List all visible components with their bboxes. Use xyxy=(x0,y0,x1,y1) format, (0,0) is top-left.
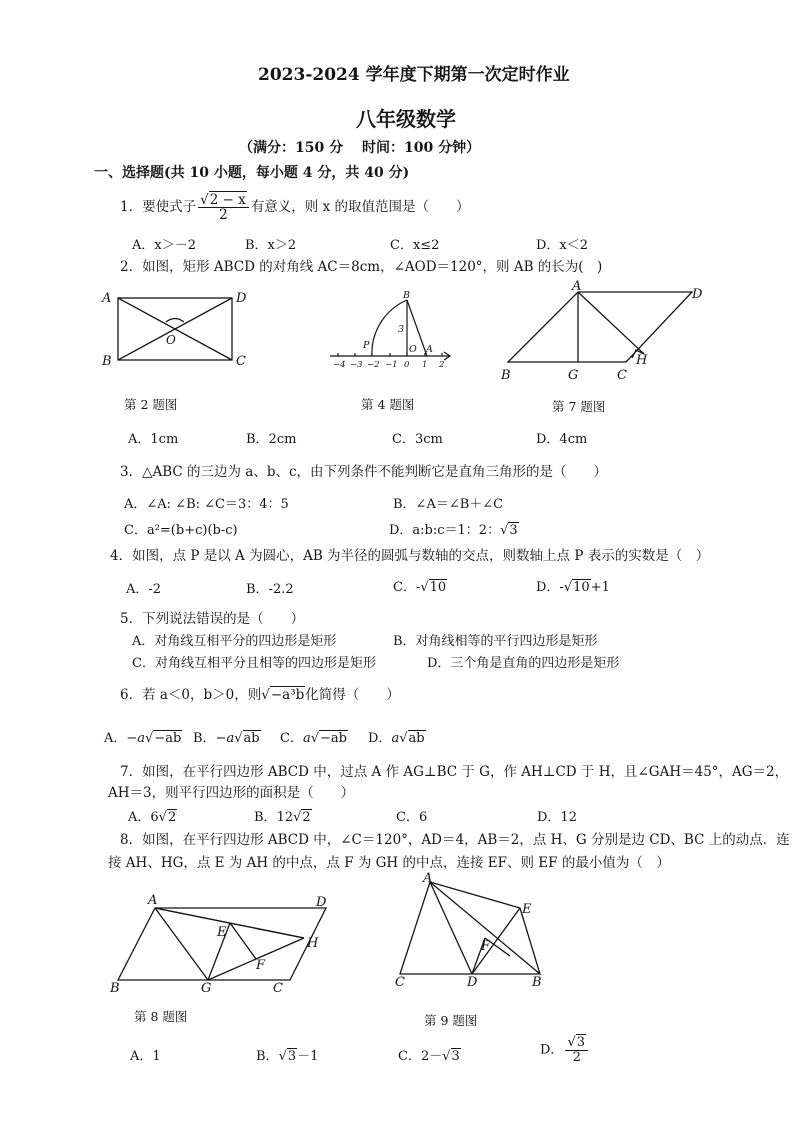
figure-2-rectangle xyxy=(118,298,232,360)
figure-7-parallelogram xyxy=(508,292,692,362)
q4-option-c-radicand: 10 xyxy=(429,580,447,595)
fig9-label-f: F xyxy=(481,939,491,954)
q6-suffix: 化简得（ ） xyxy=(305,687,400,703)
q3-option-c: C．a²=(b+c)(b-c) xyxy=(124,523,238,538)
fig4-label-p: P xyxy=(363,340,370,351)
q8-option-d xyxy=(540,1036,590,1064)
fig2-caption: 第 2 题图 xyxy=(124,397,178,412)
fig9-label-b: B xyxy=(532,975,542,990)
fig7-label-c: C xyxy=(617,368,627,383)
question-6-stem: 6．若 a＜0，b＞0，则√−a³b化简得（ ） xyxy=(120,687,400,703)
question-7-line-1: 7．如图，在平行四边形 ABCD 中，过点 A 作 AG⊥BC 于 G，作 AH⊥CD 于 H，且∠GAH＝45°，AG＝2， xyxy=(120,764,789,780)
q6-radicand: −a³b xyxy=(270,687,305,703)
subject-title: 八年级数学 xyxy=(356,107,456,131)
fig4-label-o: O xyxy=(409,344,417,355)
q7-option-d: D．12 xyxy=(537,810,577,825)
q6-option-c: C．a√−ab xyxy=(280,731,347,746)
q5-option-d: D．三个角是直角的四边形是矩形 xyxy=(427,656,620,671)
q5-option-a: A．对角线互相平分的四边形是矩形 xyxy=(132,634,337,649)
q8-option-b: B．√3－1 xyxy=(256,1049,319,1064)
q3-option-d: D．a:b:c＝1：2：√3 xyxy=(389,523,518,538)
q8-option-b-label: B． xyxy=(256,1049,279,1064)
fig4-caption: 第 4 题图 xyxy=(361,397,415,412)
q3-option-b: B．∠A＝∠B＋∠C xyxy=(393,497,504,512)
q4-option-d-suffix: +1 xyxy=(590,580,610,595)
fig8-label-h: H xyxy=(307,936,319,951)
fig8-label-c: C xyxy=(273,981,283,996)
q6-option-d-coef: a xyxy=(391,731,400,746)
fig2-label-c: C xyxy=(236,354,246,369)
q4-option-d: D．-√10+1 xyxy=(536,580,610,595)
fig7-label-a: A xyxy=(572,279,582,294)
q4-option-d-text: D．- xyxy=(536,580,564,595)
fig2-label-b: B xyxy=(102,354,112,369)
q8-option-d-denominator: 2 xyxy=(572,1049,581,1065)
q5-option-b: B．对角线相等的平行四边形是矩形 xyxy=(393,634,598,649)
exam-meta: （满分：150 分 时间：100 分钟） xyxy=(239,140,481,156)
fig4-label-b: B xyxy=(403,290,410,301)
q8-option-b-suffix: －1 xyxy=(297,1049,319,1064)
q7-option-b-coef: 12 xyxy=(276,810,294,825)
fig9-label-a: A xyxy=(423,871,433,886)
q7-option-b: B．12√2 xyxy=(254,810,311,825)
q7-option-c: C．6 xyxy=(396,810,428,825)
q6-option-d-label: D． xyxy=(368,731,392,746)
q6-option-a: A．−a√−ab xyxy=(104,731,182,746)
fig7-label-b: B xyxy=(501,368,511,383)
q1-option-d: D．x＜2 xyxy=(536,238,589,253)
fig4-tick-neg3: −3 xyxy=(350,360,363,370)
fig8-label-g: G xyxy=(201,981,212,996)
question-2-stem: 2．如图，矩形 ABCD 的对角线 AC＝8cm，∠AOD＝120°，则 AB 的长为( ) xyxy=(120,259,603,275)
q6-option-c-coef: a xyxy=(302,731,311,746)
q6-option-a-radicand: −ab xyxy=(154,731,182,746)
q1-option-a: A．x＞－2 xyxy=(132,238,196,253)
fig4-tick-1: 1 xyxy=(422,360,428,370)
q6-option-c-label: C． xyxy=(280,731,303,746)
q1-suffix: 有意义，则 x 的取值范围是（ ） xyxy=(250,199,470,216)
q6-option-a-coef: −a xyxy=(126,731,146,746)
q2-option-d: D．4cm xyxy=(536,432,588,447)
fig9-label-d: D xyxy=(467,975,478,990)
fig2-label-a: A xyxy=(102,291,112,306)
fig4-label-a: A xyxy=(426,344,433,355)
q1-option-b: B．x＞2 xyxy=(245,238,297,253)
fig9-label-e: E xyxy=(522,902,532,917)
q4-option-c-text: C．- xyxy=(393,580,421,595)
fig8-label-b: B xyxy=(110,981,120,996)
fig4-label-3: 3 xyxy=(398,324,405,335)
q8-option-a: A．1 xyxy=(130,1049,161,1064)
fig7-label-h: H xyxy=(636,353,648,368)
question-3-stem: 3．△ABC 的三边为 a、b、c，由下列条件不能判断它是直角三角形的是（ ） xyxy=(120,464,608,480)
q6-option-b-label: B． xyxy=(193,731,216,746)
q1-numerator: 2 − x xyxy=(209,192,246,208)
q1-prefix: 1．要使式子 xyxy=(120,199,197,216)
q4-option-d-radicand: 10 xyxy=(573,580,590,595)
fig8-caption: 第 8 题图 xyxy=(134,1009,188,1024)
fig9-caption: 第 9 题图 xyxy=(424,1013,478,1028)
fig4-tick-neg2: −2 xyxy=(367,360,380,370)
figure-9-quadrilateral xyxy=(400,882,540,974)
fig2-label-o: O xyxy=(166,333,176,347)
question-8-line-2: 接 AH、HG，点 E 为 AH 的中点，点 F 为 GH 的中点，连接 EF、则 EF 的最小值为（ ） xyxy=(108,855,670,871)
fig8-label-e: E xyxy=(217,925,227,940)
q7-option-b-label: B． xyxy=(254,810,277,825)
q8-option-d-label: D． xyxy=(540,1042,564,1058)
q3-option-d-radicand: 3 xyxy=(509,523,518,538)
exam-title: 2023-2024 学年度下期第一次定时作业 xyxy=(258,65,570,85)
q4-option-c: C．-√10 xyxy=(393,580,447,595)
q6-option-b-radicand: ab xyxy=(243,731,260,746)
q7-option-a-label: A． xyxy=(128,810,151,825)
figures-row-1 xyxy=(96,279,703,387)
figure-8-parallelogram xyxy=(118,908,326,980)
q6-prefix: 6．若 a＜0，b＞0，则 xyxy=(120,687,262,703)
q8-option-d-fraction: $\frac{√3}{2}$ xyxy=(565,1036,588,1064)
fig7-label-d: D xyxy=(692,287,703,302)
q8-option-c-radicand: 3 xyxy=(451,1049,460,1064)
fig8-label-f: F xyxy=(256,958,266,973)
q7-option-a: A．6√2 xyxy=(128,810,177,825)
fig8-label-d: D xyxy=(316,895,327,910)
q2-option-c: C．3cm xyxy=(392,432,443,447)
q1-fraction: $\frac{√2 - x}{2}$ xyxy=(198,193,249,222)
q6-option-c-radicand: −ab xyxy=(320,731,347,746)
fig4-tick-2: 2 xyxy=(439,360,445,370)
fig4-tick-0: 0 xyxy=(404,360,410,370)
fig4-tick-neg1: −1 xyxy=(385,360,398,370)
q3-option-d-text: D．a:b:c＝1：2： xyxy=(389,523,501,538)
section-heading: 一、选择题(共 10 小题，每小题 4 分，共 40 分) xyxy=(94,165,410,181)
question-7-line-2: AH＝3，则平行四边形的面积是（ ） xyxy=(108,785,355,801)
q4-option-b: B．-2.2 xyxy=(246,582,294,597)
q6-option-b-coef: −a xyxy=(215,731,235,746)
q6-option-d: D．a√ab xyxy=(368,731,425,746)
fig2-label-d: D xyxy=(236,291,247,306)
fig7-caption: 第 7 题图 xyxy=(552,399,606,414)
question-5-stem: 5．下列说法错误的是（ ） xyxy=(120,611,305,627)
q3-option-a: A．∠A: ∠B: ∠C＝3：4：5 xyxy=(124,497,289,512)
q1-option-c: C．x≤2 xyxy=(390,238,440,253)
q5-option-c: C．对角线互相平分且相等的四边形是矩形 xyxy=(132,656,376,671)
q7-option-a-radicand: 2 xyxy=(167,810,177,825)
q8-option-d-numerator: 3 xyxy=(576,1035,586,1050)
fig4-tick-neg4: −4 xyxy=(333,360,346,370)
q1-denominator: 2 xyxy=(219,207,228,224)
question-1-stem xyxy=(120,193,470,222)
q7-option-b-radicand: 2 xyxy=(302,810,311,825)
figures-row-2 xyxy=(100,868,560,1008)
fig7-label-g: G xyxy=(568,368,579,383)
q4-option-a: A．-2 xyxy=(126,582,162,597)
q2-option-b: B．2cm xyxy=(246,432,297,447)
fig8-label-a: A xyxy=(148,893,158,908)
q6-option-b: B．−a√ab xyxy=(193,731,260,746)
q2-option-a: A．1cm xyxy=(128,432,179,447)
q8-option-c-label: C．2－ xyxy=(398,1049,443,1064)
fig9-label-c: C xyxy=(395,975,405,990)
q8-option-c: C．2－√3 xyxy=(398,1049,460,1064)
question-8-line-1: 8．如图，在平行四边形 ABCD 中，∠C＝120°，AD＝4，AB＝2，点 H、G 分别是边 CD、BC 上的动点．连 xyxy=(120,832,790,848)
q8-option-b-radicand: 3 xyxy=(287,1049,297,1064)
q6-option-d-radicand: ab xyxy=(408,731,425,746)
question-4-stem: 4．如图，点 P 是以 A 为圆心，AB 为半径的圆弧与数轴的交点，则数轴上点 P 表示的实数是（ ） xyxy=(110,548,710,564)
q7-option-a-coef: 6 xyxy=(150,810,159,825)
q6-option-a-label: A． xyxy=(104,731,127,746)
